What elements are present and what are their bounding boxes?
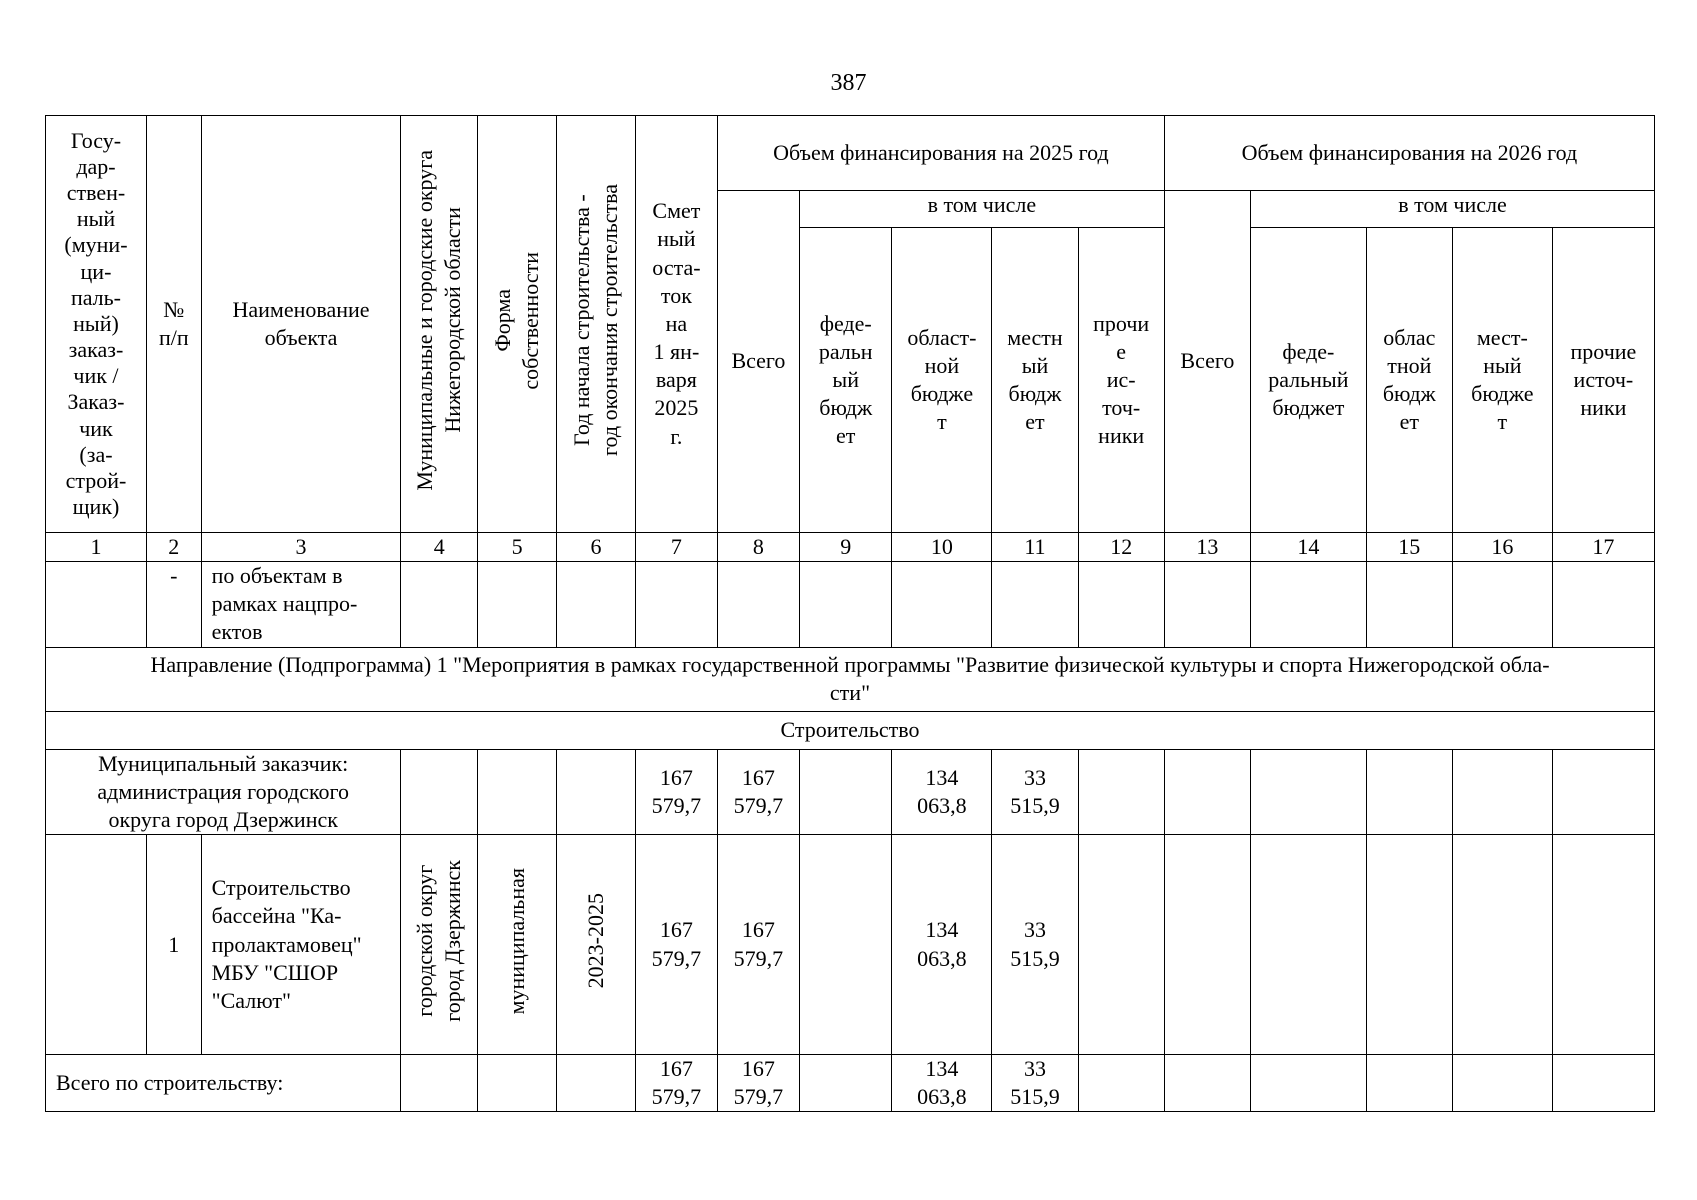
col-number: 5 (478, 533, 557, 562)
customer-total-2025: 167 579,7 (717, 749, 799, 834)
page-number: 387 (830, 70, 867, 96)
header-local-2026: мест- ный бюдже т (1452, 228, 1552, 533)
grand-total-local-2025: 33 515,9 (992, 1055, 1078, 1112)
header-municipality (401, 116, 478, 533)
col-number: 9 (799, 533, 892, 562)
col-number: 16 (1452, 533, 1552, 562)
header-years (557, 116, 636, 533)
header-regional-2025: област- ной бюдже т (892, 228, 992, 533)
col-number: 10 (892, 533, 992, 562)
col-number: 15 (1366, 533, 1452, 562)
col-number: 6 (557, 533, 636, 562)
object-regional-2025: 134 063,8 (892, 835, 992, 1055)
col-number: 1 (46, 533, 147, 562)
col-number: 11 (992, 533, 1078, 562)
table-row-natsproekty (46, 562, 1655, 647)
direction-row: Направление (Подпрограмма) 1 "Мероприятия в рамках государственной программы "Развитие физической культуры и спорта Нижегородской обла- сти" (46, 647, 1655, 711)
object-name: Строительство бассейна "Ка- пролактамовец" МБУ "СШОР "Салют" (201, 835, 401, 1055)
header-number: № п/п (146, 116, 201, 533)
header-regional-2026: облас тной бюдж ет (1366, 228, 1452, 533)
table-row-customer (46, 749, 1655, 834)
object-years (557, 835, 636, 1055)
grand-total-2025: 167 579,7 (717, 1055, 799, 1112)
section-row: Строительство (46, 711, 1655, 749)
col-number: 4 (401, 533, 478, 562)
object-municipality-text: городской округ город Дзержинск (412, 860, 466, 1022)
customer-regional-2025: 134 063,8 (892, 749, 992, 834)
table-row-object (46, 835, 1655, 1055)
table-row-grand-total (46, 1055, 1655, 1112)
object-municipality (401, 835, 478, 1055)
col-number: 12 (1078, 533, 1164, 562)
col-number: 14 (1251, 533, 1367, 562)
col-number: 13 (1164, 533, 1250, 562)
object-years-text: 2023-2025 (582, 893, 608, 989)
col-number: 17 (1552, 533, 1654, 562)
customer-remainder: 167 579,7 (635, 749, 717, 834)
financing-table (45, 115, 1655, 1112)
header-local-2025: местн ый бюдж ет (992, 228, 1078, 533)
object-ownership-text: муниципальная (504, 867, 530, 1015)
row-object-name: по объектам в рамках нацпро- ектов (201, 562, 401, 647)
header-remainder: Смет ный оста- ток на 1 ян- варя 2025 г. (635, 116, 717, 533)
header-including-2026: в том числе (1251, 191, 1655, 228)
header-total-2025: Всего (717, 191, 799, 533)
header-other-2026: прочие источ- ники (1552, 228, 1654, 533)
grand-total-regional-2025: 134 063,8 (892, 1055, 992, 1112)
object-ownership (478, 835, 557, 1055)
header-federal-2025: феде- ральн ый бюдж ет (799, 228, 892, 533)
header-customer: Госу- дар- ствен- ный (муни- ци- паль- ный) заказ- чик / Заказ- чик (за- строй- щик) (46, 116, 147, 533)
header-ownership-text: Форма собственности (489, 251, 544, 390)
header-ownership (478, 116, 557, 533)
object-remainder: 167 579,7 (635, 835, 717, 1055)
header-including-2025: в том числе (799, 191, 1164, 228)
grand-total-remainder: 167 579,7 (635, 1055, 717, 1112)
col-number: 8 (717, 533, 799, 562)
object-local-2025: 33 515,9 (992, 835, 1078, 1055)
header-total-2026: Всего (1164, 191, 1250, 533)
row-number: - (146, 562, 201, 647)
header-volume-2025: Объем финансирования на 2025 год (717, 116, 1164, 191)
header-years-text: Год начала строительства - год окончания строительства (568, 184, 622, 457)
col-number: 7 (635, 533, 717, 562)
header-other-2025: прочи е ис- точ- ники (1078, 228, 1164, 533)
grand-total-label: Всего по строительству: (46, 1055, 401, 1112)
header-volume-2026: Объем финансирования на 2026 год (1164, 116, 1654, 191)
col-number: 3 (201, 533, 401, 562)
object-total-2025: 167 579,7 (717, 835, 799, 1055)
header-object-name: Наименование объекта (201, 116, 401, 533)
customer-local-2025: 33 515,9 (992, 749, 1078, 834)
column-numbers-row (46, 533, 1655, 562)
customer-name: Муниципальный заказчик: администрация городского округа город Дзержинск (46, 749, 401, 834)
col-number: 2 (146, 533, 201, 562)
header-municipality-text: Муниципальные и городские округа Нижегородской области (412, 150, 466, 491)
object-number: 1 (146, 835, 201, 1055)
header-federal-2026: феде- ральный бюджет (1251, 228, 1367, 533)
